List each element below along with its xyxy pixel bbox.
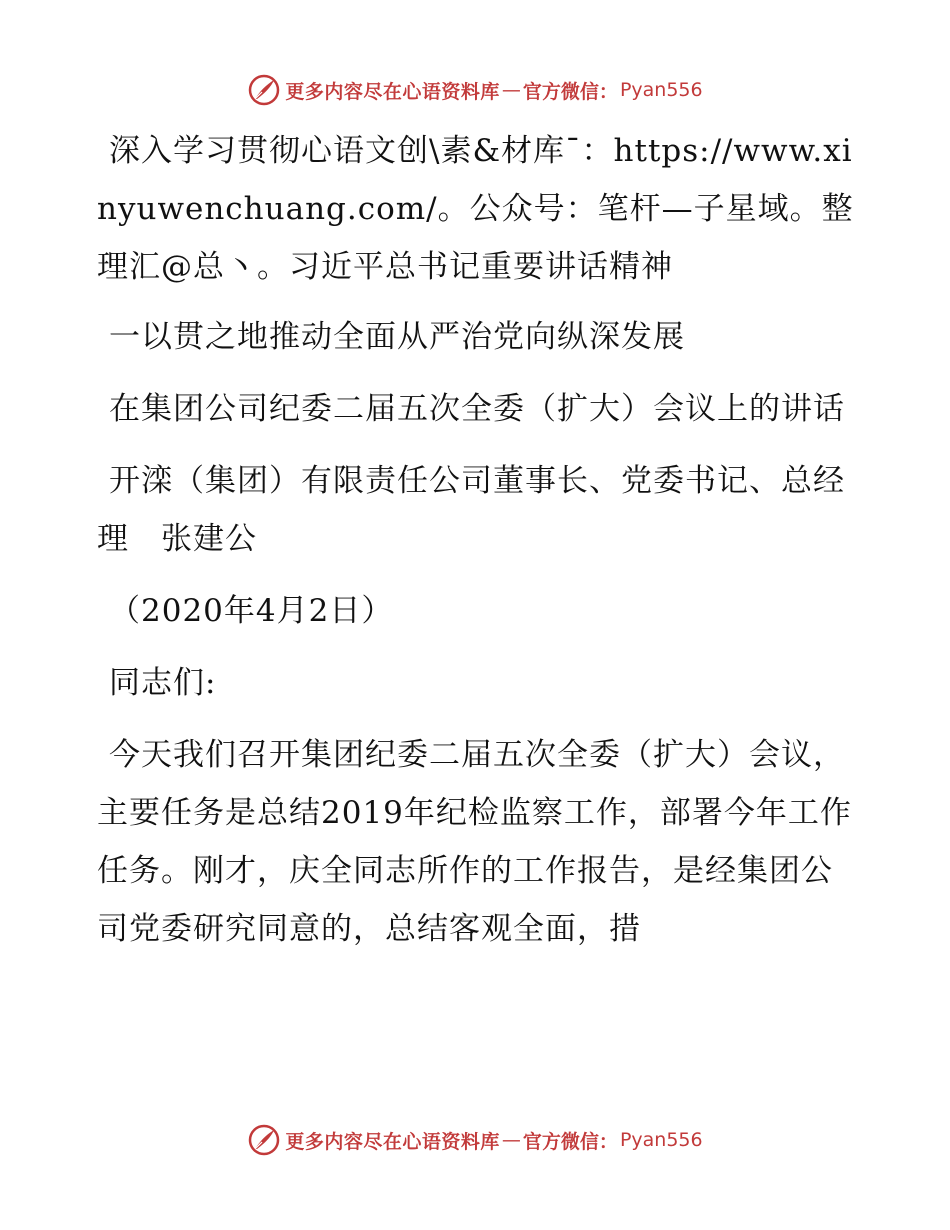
header-banner (0, 70, 950, 110)
footer-banner (0, 1120, 950, 1160)
header-promo-text: 更多内容尽在心语资料库 (285, 80, 500, 103)
speech-date: （2020年4月2日） (109, 593, 394, 629)
quill-logo-icon (247, 1123, 281, 1157)
document-subtitle: 一以贯之地推动全面从严治党向纵深发展 (109, 319, 685, 355)
salutation: 同志们: (109, 665, 217, 701)
header-wechat-label: 官方微信： (522, 80, 618, 103)
speaker-line: 开滦（集团）有限责任公司董事长、党委书记、总经理 张建公 (97, 463, 845, 557)
quill-logo-icon (247, 73, 281, 107)
intro-paragraph: 深入学习贯彻心语文创\素&材库¯：https://www.xinyuwenchuang.com/。公众号：笔杆—子星域。整理汇@总丶。习近平总书记重要讲话精神 (97, 133, 854, 285)
speech-title: 在集团公司纪委二届五次全委（扩大）会议上的讲话 (109, 391, 845, 427)
footer-dash: — (501, 1129, 521, 1151)
footer-wechat-id: Pyan556 (619, 1129, 703, 1151)
header-wechat-id: Pyan556 (619, 79, 703, 101)
header-dash: — (501, 79, 521, 101)
footer-wechat-label: 官方微信： (522, 1130, 618, 1153)
body-paragraph: 今天我们召开集团纪委二届五次全委（扩大）会议，主要任务是总结2019年纪检监察工作，部署今年工作任务。刚才，庆全同志所作的工作报告，是经集团公司党委研究同意的，总结客观全面，措 (97, 737, 852, 947)
document-body (97, 122, 857, 958)
footer-promo-text: 更多内容尽在心语资料库 (285, 1130, 500, 1153)
